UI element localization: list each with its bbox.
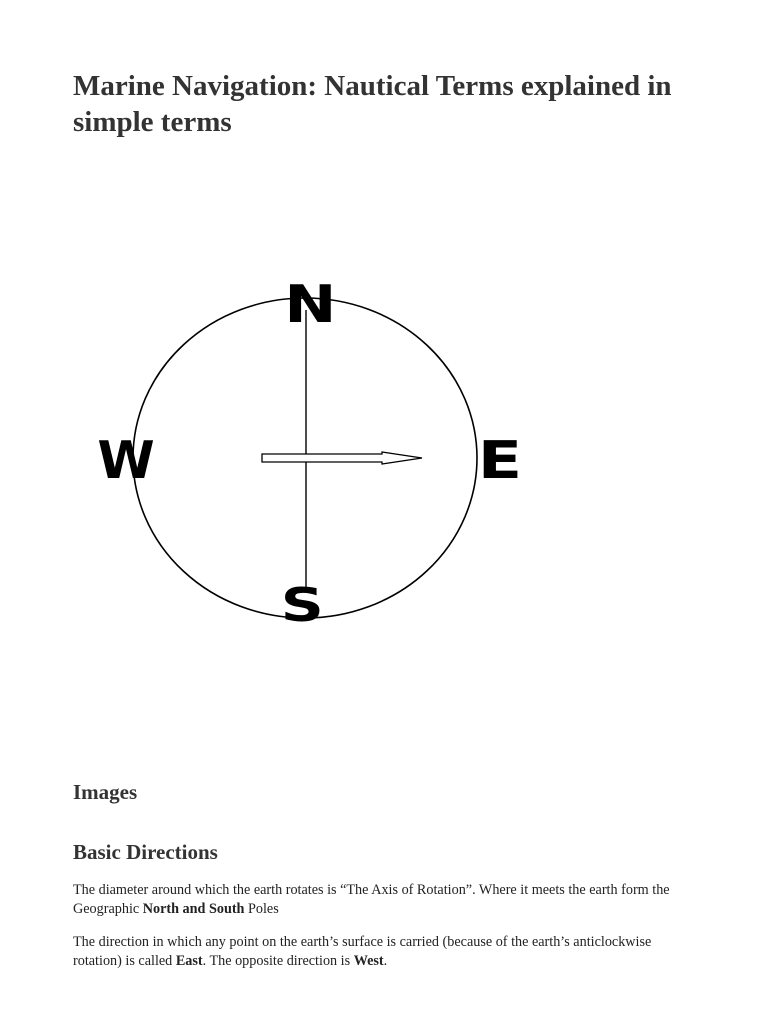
section-heading-images: Images [73,780,138,804]
paragraph-axis-of-rotation [73,881,703,919]
section-heading-basic-directions: Basic Directions [73,840,218,864]
page-title: Marine Navigation: Nautical Terms explained in simple terms [73,70,672,138]
paragraph-text: . [383,953,388,969]
south-label: S [280,577,324,630]
paragraph-east-west [73,933,703,971]
paragraph-text: The direction in which any point on the earth’s surface is carried (because of the earth’s anticlockwise rotation) is called [73,934,652,969]
bold-east: East [175,953,203,969]
west-label: W [97,431,155,491]
paragraph-text: Poles [244,901,279,917]
north-label: N [284,274,337,335]
paragraph-text: The diameter around which the earth rotates is “The Axis of Rotation”. Where it meets the earth form the Geographic [73,882,670,917]
bold-north-south: North and South [142,901,245,917]
east-arrow-icon [262,452,422,464]
compass-diagram [80,270,550,630]
paragraph-text: . The opposite direction is [202,953,354,969]
east-label: E [477,429,523,491]
bold-west: West [353,953,384,969]
